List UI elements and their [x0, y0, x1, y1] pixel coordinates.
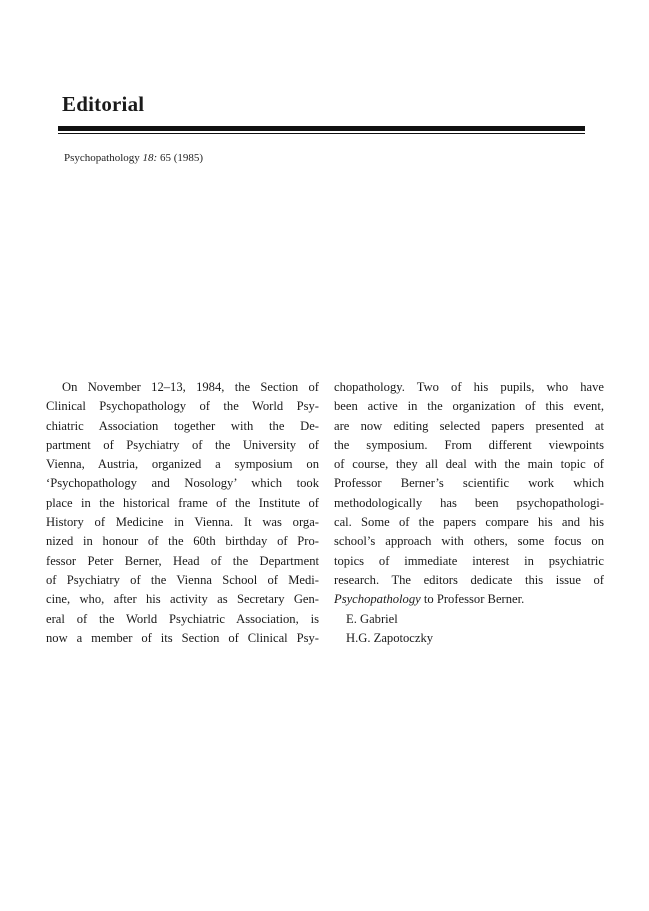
- paragraph-line: cine, who, after his activity as Secretary Gen-: [46, 592, 319, 607]
- paragraph-line: school’s approach with others, some focus on: [334, 534, 604, 549]
- paragraph-line: fessor Peter Berner, Head of the Department: [46, 553, 319, 568]
- signature-editor-1: E. Gabriel: [346, 611, 398, 626]
- citation-journal: Psychopathology: [64, 152, 143, 164]
- paragraph-line: chopathology. Two of his pupils, who have: [334, 380, 604, 394]
- paragraph-line: of Psychiatry of the Vienna School of Medi-: [46, 572, 319, 587]
- paragraph-line: now a member of its Section of Clinical Psy-: [46, 630, 319, 645]
- dedication-text: to Professor Berner.: [420, 592, 525, 607]
- paragraph-line: chiatric Association together with the De-: [46, 418, 319, 433]
- paragraph-line: topics of immediate interest in psychiatric: [334, 553, 604, 568]
- paragraph-line: place in the historical frame of the Institute of: [46, 495, 319, 510]
- paragraph-line: partment of Psychiatry of the University of: [46, 437, 319, 452]
- citation-pages-year: 65 (1985): [157, 152, 204, 164]
- paragraph-line-final: [334, 590, 604, 609]
- paragraph-line: been active in the organization of this event,: [334, 399, 604, 414]
- header-rule-thin: [58, 133, 585, 134]
- paragraph-line: eral of the World Psychiatric Association, is: [46, 611, 319, 626]
- paragraph-line: methodologically has been psychopathologi-: [334, 495, 604, 510]
- paragraph-line: Vienna, Austria, organized a symposium on: [46, 457, 319, 472]
- paragraph-line: the symposium. From different viewpoints: [334, 437, 604, 452]
- paragraph-line: History of Medicine in Vienna. It was orga-: [46, 515, 319, 530]
- paragraph-line: of course, they all deal with the main topic of: [334, 457, 604, 472]
- paragraph-line: ‘Psychopathology and Nosology’ which took: [46, 476, 319, 491]
- paragraph-line: are now editing selected papers presented at: [334, 418, 604, 433]
- journal-citation: [64, 152, 203, 164]
- text-column-right: [334, 378, 604, 648]
- paragraph-line: On November 12–13, 1984, the Section of: [62, 380, 319, 394]
- paragraph-line: nized in honour of the 60th birthday of Pro-: [46, 534, 319, 549]
- header-rule-thick: [58, 126, 585, 131]
- text-column-left: [46, 378, 319, 648]
- paragraph-line: research. The editors dedicate this issue of: [334, 572, 604, 587]
- paragraph-line: cal. Some of the papers compare his and his: [334, 515, 604, 530]
- page-title: Editorial: [62, 92, 145, 116]
- paragraph-line: Professor Berner’s scientific work which: [334, 476, 604, 491]
- journal-name-italic: Psychopathology: [334, 592, 421, 607]
- paragraph-line: Clinical Psychopathology of the World Psy-: [46, 399, 319, 414]
- citation-volume: 18:: [142, 152, 158, 164]
- signature-editor-2: H.G. Zapotoczky: [346, 630, 434, 645]
